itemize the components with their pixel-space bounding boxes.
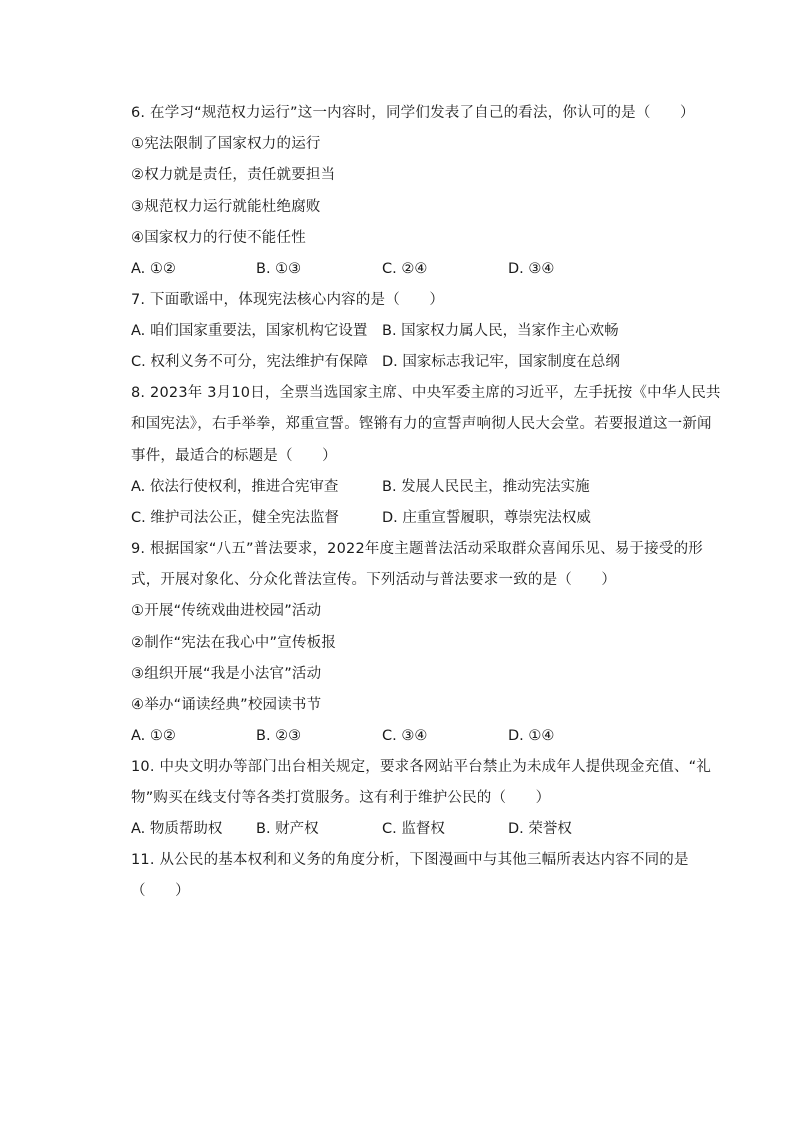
question-8-option-d: D. 庄重宣誓履职，尊崇宪法权威 (382, 510, 591, 526)
question-9-stem-line-1: 9. 根据国家“八五”普法要求，2022年度主题普法活动采取群众喜闻乐见、易于接受的形 (131, 541, 703, 557)
question-7-option-c: C. 权利义务不可分，宪法维护有保障 (131, 354, 368, 370)
question-10-option-b: B. 财产权 (256, 821, 319, 837)
question-6-option-d: D. ③④ (508, 261, 555, 277)
question-6-item-4: ④国家权力的行使不能任性 (131, 230, 306, 246)
question-9-option-d: D. ①④ (508, 728, 555, 744)
question-8-stem-line-3: 事件，最适合的标题是（ ） (131, 448, 337, 464)
question-7-option-d: D. 国家标志我记牢，国家制度在总纲 (382, 354, 620, 370)
question-9-option-c: C. ③④ (382, 728, 428, 744)
question-10-stem-line-2: 物”购买在线支付等各类打赏服务。这有利于维护公民的（ ） (131, 790, 551, 806)
question-6-item-1: ①宪法限制了国家权力的运行 (131, 136, 321, 152)
question-7-stem: 7. 下面歌谣中，体现宪法核心内容的是（ ） (131, 292, 445, 308)
question-8-stem-line-2: 和国宪法》，右手举拳，郑重宣誓。铿锵有力的宣誓声响彻人民大会堂。若要报道这一新闻 (131, 416, 712, 432)
question-6-stem: 6. 在学习“规范权力运行”这一内容时，同学们发表了自己的看法，你认可的是（ ） (131, 105, 695, 121)
question-10-option-a: A. 物质帮助权 (131, 821, 223, 837)
question-6-item-2: ②权力就是责任，责任就要担当 (131, 167, 336, 183)
question-8-option-c: C. 维护司法公正，健全宪法监督 (131, 510, 339, 526)
question-9-item-3: ③组织开展“我是小法官”活动 (131, 666, 322, 682)
question-9-option-a: A. ①② (131, 728, 176, 744)
question-8-option-b: B. 发展人民民主，推动宪法实施 (382, 479, 590, 495)
question-6-option-b: B. ①③ (256, 261, 302, 277)
question-6-option-c: C. ②④ (382, 261, 428, 277)
question-9-item-2: ②制作“宪法在我心中”宣传板报 (131, 635, 337, 651)
question-11-stem-line-2: （ ） (131, 883, 190, 899)
question-8-stem-line-1: 8. 2023年 3月10日，全票当选国家主席、中央军委主席的习近平，左手抚按《中华人民共 (131, 385, 721, 401)
question-7-option-b: B. 国家权力属人民，当家作主心欢畅 (382, 323, 619, 339)
question-10-option-c: C. 监督权 (382, 821, 445, 837)
question-11-stem-line-1: 11. 从公民的基本权利和义务的角度分析，下图漫画中与其他三幅所表达内容不同的是 (131, 852, 689, 868)
question-10-option-d: D. 荣誉权 (508, 821, 572, 837)
question-9-option-b: B. ②③ (256, 728, 302, 744)
question-7-option-a: A. 咱们国家重要法，国家机构它设置 (131, 323, 368, 339)
question-6-option-a: A. ①② (131, 261, 176, 277)
question-6-item-3: ③规范权力运行就能杜绝腐败 (131, 199, 321, 215)
question-8-option-a: A. 依法行使权利，推进合宪审查 (131, 479, 339, 495)
question-9-item-1: ①开展“传统戏曲进校园”活动 (131, 603, 322, 619)
question-10-stem-line-1: 10. 中央文明办等部门出台相关规定，要求各网站平台禁止为未成年人提供现金充值、“礼 (131, 759, 712, 775)
question-9-stem-line-2: 式，开展对象化、分众化普法宣传。下列活动与普法要求一致的是（ ） (131, 572, 617, 588)
question-9-item-4: ④举办“诵读经典”校园读书节 (131, 697, 322, 713)
